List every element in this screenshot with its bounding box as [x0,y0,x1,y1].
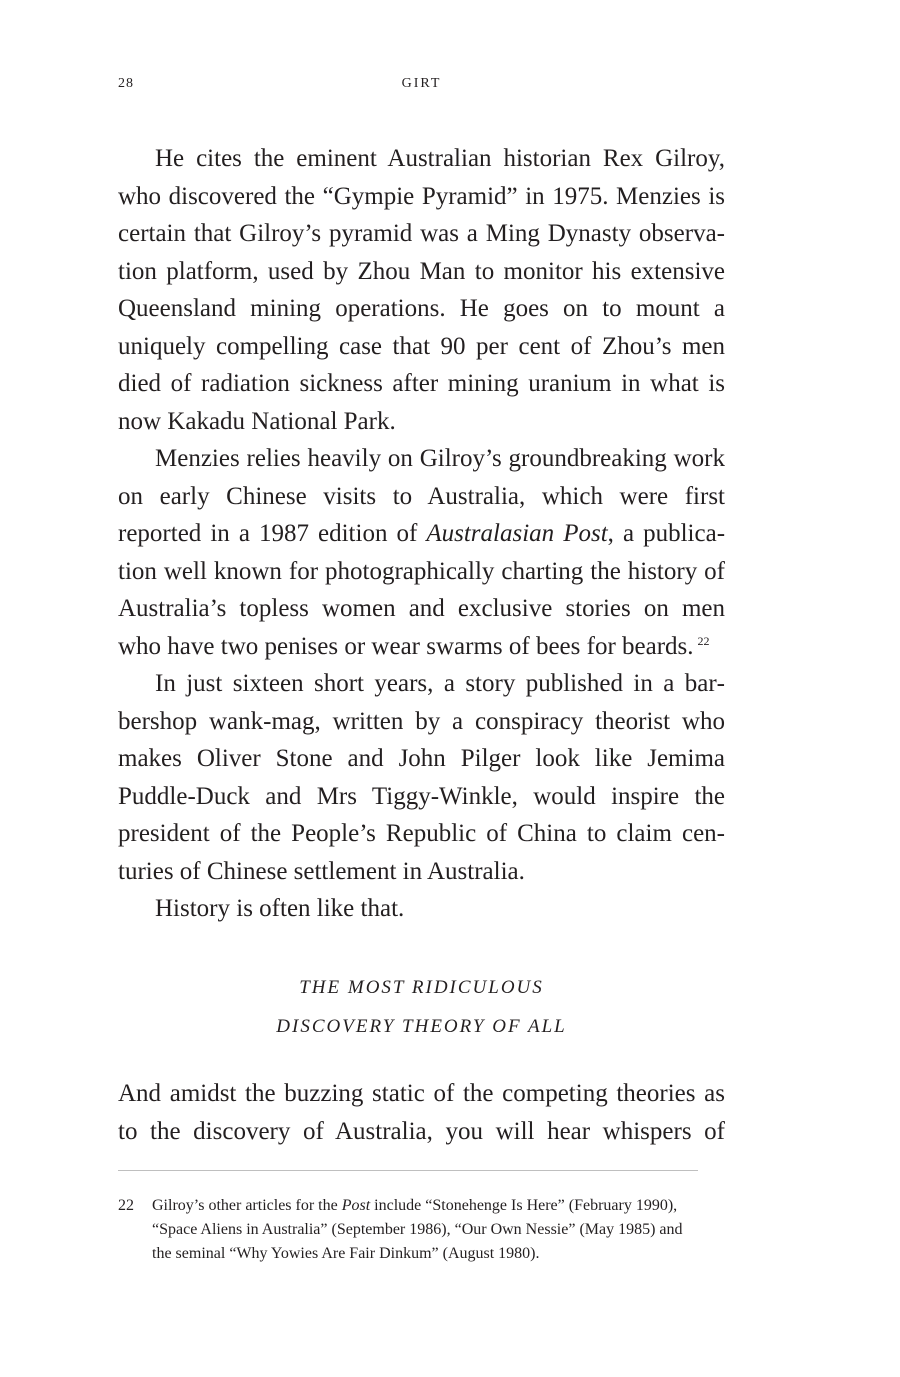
footnote-text-end: include “Stonehenge Is Here” (February 1990), “Space Aliens in Australia” (September 1986), “Our Own Nessie” (May 1985) and the seminal “Why Yowies Are Fair Dinkum” (August 1980). [152,1197,683,1262]
body-text [118,140,725,928]
footnote-text [152,1194,698,1266]
paragraph-1: He cites the eminent Australian historian Rex Gilroy, who discovered the “Gympie Pyramid” in 1975. Menzies is certain that Gilroy’s pyramid was a Ming Dynasty observation platform, used by Zhou Man to monitor his extensive Queensland mining operations. He goes on to mount a uniquely compelling case that 90 per cent of Zhou’s men died of radiation sickness after mining uranium in what is now Kakadu National Park. [118,145,725,435]
paragraph-4: History is often like that. [155,895,405,922]
paragraph-2-text-end: , a publication well known for photographically charting the history of Australia’s topless women and exclusive stories on men who have two penises or wear swarms of bees for beards. [118,520,726,660]
footnote-publication-title: Post [341,1197,371,1214]
paragraph-2 [118,440,725,665]
running-title: GIRT [401,76,442,91]
publication-title: Australasian Post [426,520,608,547]
paragraph-2-text-start: Menzies relies heavily on Gilroy’s groundbreaking work on early Chinese visits to Australia, which were first reported in a 1987 edition of [118,445,725,547]
footnote-reference[interactable]: 22 [697,633,710,648]
footnote [118,1194,698,1266]
paragraph-3: In just sixteen short years, a story published in a barbershop wank-mag, written by a conspiracy theorist who makes Oliver Stone and John Pilger look like Jemima Puddle-Duck and Mrs Tiggy-Winkle, would inspire the president of the People’s Republic of China to claim centuries of Chinese settlement in Australia. [118,670,725,885]
footnote-number: 22 [118,1197,134,1214]
running-head [118,76,725,96]
section-heading [118,968,725,1046]
page-number: 28 [118,76,134,91]
footnote-text-start: Gilroy’s other articles for the [152,1197,342,1214]
section-body [118,1075,725,1150]
footnote-divider [118,1170,698,1171]
section-heading-line-1: THE MOST RIDICULOUS [299,977,544,998]
section-heading-line-2: DISCOVERY THEORY OF ALL [276,1016,567,1037]
section-paragraph-1: And amidst the buzzing static of the competing theories as to the discovery of Australia, you will hear whispers of [118,1080,725,1145]
